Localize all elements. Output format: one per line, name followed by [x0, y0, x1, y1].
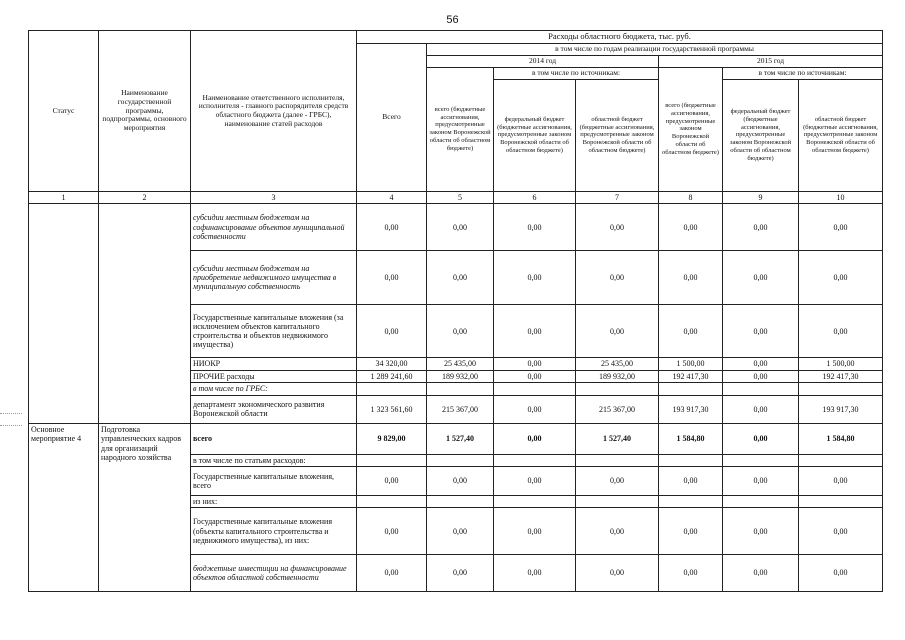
row-label: ПРОЧИЕ расходы — [191, 370, 357, 382]
column-number: 3 — [191, 191, 357, 203]
column-number: 10 — [799, 191, 883, 203]
value-cell: 0,00 — [494, 555, 576, 592]
budget-table — [28, 30, 883, 592]
value-cell: 189 932,00 — [427, 370, 494, 382]
header-including-sources-2014: в том числе по источникам: — [494, 67, 659, 79]
row-label: субсидии местным бюджетам на софинансирование объектов муниципальной собственности — [191, 204, 357, 251]
value-cell: 0,00 — [659, 204, 723, 251]
row-label: всего — [191, 424, 357, 455]
empty-cell — [799, 495, 883, 507]
empty-cell — [799, 454, 883, 466]
empty-cell — [576, 495, 659, 507]
value-cell: 0,00 — [723, 395, 799, 424]
row-label: Государственные капитальные вложения, всего — [191, 467, 357, 496]
header-budget-expenses: Расходы областного бюджета, тыс. руб. — [357, 31, 883, 44]
empty-cell — [723, 495, 799, 507]
value-cell: 0,00 — [576, 555, 659, 592]
value-cell: 1 527,40 — [576, 424, 659, 455]
value-cell: 0,00 — [799, 204, 883, 251]
empty-cell — [494, 454, 576, 466]
value-cell: 0,00 — [723, 204, 799, 251]
value-cell: 0,00 — [659, 467, 723, 496]
page-number: 56 — [446, 14, 459, 26]
empty-cell — [494, 383, 576, 395]
row-label: бюджетные инвестиции на финансирование объектов областной собственности — [191, 555, 357, 592]
program-name-cell: Подготовка управленческих кадров для организаций народного хозяйства — [99, 424, 191, 592]
value-cell: 0,00 — [723, 358, 799, 370]
value-cell: 0,00 — [576, 251, 659, 305]
value-cell: 1 323 561,60 — [357, 395, 427, 424]
value-cell: 0,00 — [494, 204, 576, 251]
value-cell: 0,00 — [494, 508, 576, 555]
value-cell: 0,00 — [494, 395, 576, 424]
row-label: из них: — [191, 495, 357, 507]
value-cell: 215 367,00 — [427, 395, 494, 424]
row-label: субсидии местным бюджетам на приобретение недвижимого имущества в муниципальную собственность — [191, 251, 357, 305]
column-number: 9 — [723, 191, 799, 203]
value-cell: 193 917,30 — [659, 395, 723, 424]
empty-cell — [576, 454, 659, 466]
value-cell: 0,00 — [576, 467, 659, 496]
empty-cell — [357, 383, 427, 395]
value-cell: 0,00 — [427, 555, 494, 592]
empty-cell — [659, 383, 723, 395]
status-cell-empty — [29, 204, 99, 424]
value-cell: 215 367,00 — [576, 395, 659, 424]
value-cell: 0,00 — [799, 305, 883, 358]
column-number: 1 — [29, 191, 99, 203]
value-cell: 25 435,00 — [576, 358, 659, 370]
value-cell: 0,00 — [427, 305, 494, 358]
value-cell: 0,00 — [799, 555, 883, 592]
value-cell: 0,00 — [659, 305, 723, 358]
value-cell: 1 584,80 — [799, 424, 883, 455]
empty-cell — [576, 383, 659, 395]
value-cell: 0,00 — [427, 508, 494, 555]
value-cell: 193 917,30 — [799, 395, 883, 424]
row-label: департамент экономического развития Воронежской области — [191, 395, 357, 424]
empty-cell — [799, 383, 883, 395]
empty-cell — [427, 383, 494, 395]
value-cell: 1 527,40 — [427, 424, 494, 455]
value-cell: 0,00 — [799, 251, 883, 305]
value-cell: 0,00 — [357, 204, 427, 251]
empty-cell — [723, 383, 799, 395]
empty-cell — [659, 454, 723, 466]
empty-cell — [357, 454, 427, 466]
empty-cell — [723, 454, 799, 466]
header-federal-2014: федеральный бюджет (бюджетные ассигнования, предусмотренные законом Воронежской области об областном бюджете) — [494, 79, 576, 191]
column-number: 6 — [494, 191, 576, 203]
value-cell: 0,00 — [576, 305, 659, 358]
empty-cell — [659, 495, 723, 507]
value-cell: 0,00 — [723, 370, 799, 382]
value-cell: 25 435,00 — [427, 358, 494, 370]
column-number: 2 — [99, 191, 191, 203]
value-cell: 0,00 — [799, 467, 883, 496]
value-cell: 192 417,30 — [659, 370, 723, 382]
value-cell: 1 289 241,60 — [357, 370, 427, 382]
empty-cell — [494, 495, 576, 507]
header-year-2014: 2014 год — [427, 55, 659, 67]
value-cell: 0,00 — [723, 467, 799, 496]
column-number: 5 — [427, 191, 494, 203]
row-label: в том числе по статьям расходов: — [191, 454, 357, 466]
value-cell: 0,00 — [799, 508, 883, 555]
value-cell: 0,00 — [357, 251, 427, 305]
value-cell: 0,00 — [357, 555, 427, 592]
header-including-sources-2015: в том числе по источникам: — [723, 67, 883, 79]
header-regional-2015: областной бюджет (бюджетные ассигнования, предусмотренные законом Воронежской области об областном бюджете) — [799, 79, 883, 191]
value-cell: 0,00 — [576, 204, 659, 251]
value-cell: 0,00 — [494, 467, 576, 496]
header-all-allocations-2015: всего (бюджетные ассигнования, предусмотренные законом Воронежской области об областном бюджете) — [659, 67, 723, 191]
column-number: 8 — [659, 191, 723, 203]
header-executor: Наименование ответственного исполнителя, исполнителя - главного распорядителя средств областного бюджета (далее - ГРБС), наименование статей расходов — [191, 31, 357, 192]
value-cell: 0,00 — [494, 370, 576, 382]
value-cell: 0,00 — [427, 467, 494, 496]
value-cell: 0,00 — [357, 467, 427, 496]
value-cell: 34 320,00 — [357, 358, 427, 370]
header-row — [29, 31, 883, 44]
value-cell: 0,00 — [659, 508, 723, 555]
header-including-years: в том числе по годам реализации государственной программы — [427, 44, 883, 56]
value-cell: 9 829,00 — [357, 424, 427, 455]
value-cell: 189 932,00 — [576, 370, 659, 382]
value-cell: 1 500,00 — [799, 358, 883, 370]
value-cell: 1 584,80 — [659, 424, 723, 455]
row-label: в том числе по ГРБС: — [191, 383, 357, 395]
header-program-name: Наименование государственной программы, подпрограммы, основного мероприятия — [99, 31, 191, 192]
row-label: НИОКР — [191, 358, 357, 370]
row-label: Государственные капитальные вложения (за исключением объектов капитального строительства и объектов недвижимого имущества) — [191, 305, 357, 358]
table-row — [29, 204, 883, 251]
value-cell: 0,00 — [659, 251, 723, 305]
header-status: Статус — [29, 31, 99, 192]
value-cell: 0,00 — [427, 204, 494, 251]
value-cell: 0,00 — [494, 251, 576, 305]
empty-cell — [357, 495, 427, 507]
value-cell: 0,00 — [494, 424, 576, 455]
empty-cell — [427, 495, 494, 507]
status-cell: Основное мероприятие 4 — [29, 424, 99, 592]
value-cell: 0,00 — [723, 508, 799, 555]
value-cell: 0,00 — [494, 305, 576, 358]
row-label: Государственные капитальные вложения (объекты капитального строительства и недвижимого имущества), из них: — [191, 508, 357, 555]
value-cell: 0,00 — [357, 305, 427, 358]
value-cell: 0,00 — [723, 305, 799, 358]
value-cell: 0,00 — [357, 508, 427, 555]
value-cell: 192 417,30 — [799, 370, 883, 382]
header-federal-2015: федеральный бюджет (бюджетные ассигнования, предусмотренные законом Воронежской области об областном бюджете) — [723, 79, 799, 191]
header-regional-2014: областной бюджет (бюджетные ассигнования, предусмотренные законом Воронежской области об областном бюджете) — [576, 79, 659, 191]
header-all-allocations-2014: всего (бюджетные ассигнования, предусмотренные законом Воронежской области об областном бюджете) — [427, 67, 494, 191]
header-total: Всего — [357, 44, 427, 192]
header-year-2015: 2015 год — [659, 55, 883, 67]
program-cell-empty — [99, 204, 191, 424]
empty-cell — [427, 454, 494, 466]
value-cell: 0,00 — [427, 251, 494, 305]
column-number-row — [29, 191, 883, 203]
column-number: 4 — [357, 191, 427, 203]
value-cell: 0,00 — [723, 424, 799, 455]
table-row — [29, 424, 883, 455]
edge-tick — [0, 413, 22, 414]
value-cell: 0,00 — [494, 358, 576, 370]
value-cell: 0,00 — [723, 555, 799, 592]
value-cell: 0,00 — [723, 251, 799, 305]
value-cell: 1 500,00 — [659, 358, 723, 370]
edge-tick — [0, 425, 22, 426]
value-cell: 0,00 — [659, 555, 723, 592]
column-number: 7 — [576, 191, 659, 203]
value-cell: 0,00 — [576, 508, 659, 555]
